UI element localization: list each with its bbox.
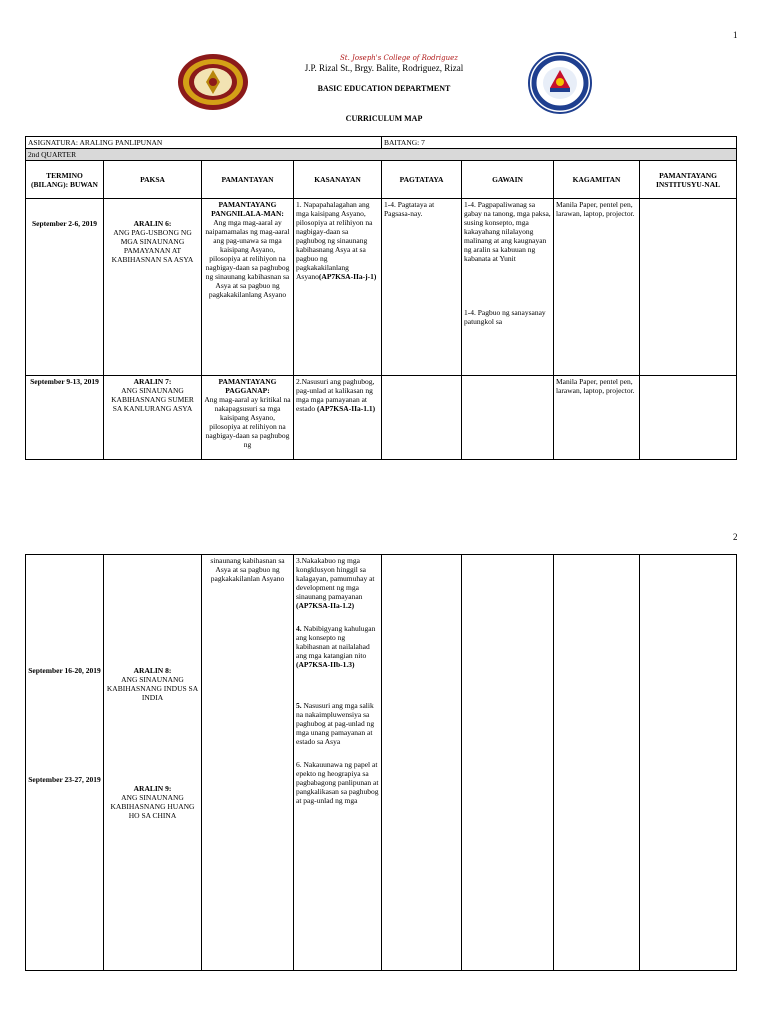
pagtataya-cell-p2: [382, 555, 462, 971]
termino-4: September 23-27, 2019: [28, 775, 101, 784]
pamantayan-text: Ang mag-aaral ay kritikal na nakapagsusuri sa mga kaisipang Asyano, pilosopiya at relihiyon na nagbigay-daan sa paghubog ng: [204, 395, 291, 449]
curriculum-table-page1: [25, 136, 737, 460]
aralin-title: ANG SINAUNANG KABIHASNANG INDUS SA INDIA: [106, 675, 199, 702]
kasanayan-5-text: Nasusuri ang mga salik na nakaimpluwensiya sa paghubog at pag-unlad ng mga unang pamayanan at estado sa Asya: [296, 701, 375, 746]
kasanayan-3-code: (AP7KSA-IIa-1.2): [296, 601, 355, 610]
kasanayan-text: 1. Napapahalagahan ang mga kaisipang Asyano, pilosopiya at relihiyon na nagbigay-daan sa paghubog ng sinaunang kabihasnang Asya at sa pagbuo ng pagkakakilanlang Asyano: [296, 200, 373, 281]
document-title: CURRICULUM MAP: [345, 114, 423, 123]
kasanayan-cell-1: [294, 199, 382, 376]
kasanayan-6-text: 6. Nakauunawa ng papel at epekto ng heograpiya sa pagbabagong panlipunan at pangkalikasan sa paghubog at pag-unlad ng mga: [296, 760, 379, 805]
kasanayan-code: (AP7KSA-IIa-j-1): [318, 272, 377, 281]
aralin-label: ARALIN 8:: [133, 666, 172, 675]
gawain-cell-2: [462, 376, 554, 460]
paksa-cell-2: [104, 376, 202, 460]
curriculum-table-page2: [25, 554, 737, 971]
header-pamantayan: PAMANTAYAN: [202, 161, 294, 199]
school-name: St. Joseph's College of Rodriguez: [340, 54, 458, 62]
header-institusyunal: PAMANTAYANG INSTITUSYU-NAL: [640, 161, 737, 199]
header-kasanayan: KASANAYAN: [294, 161, 382, 199]
institusyunal-cell-2: [640, 376, 737, 460]
paksa-cell-p2: [104, 555, 202, 971]
pamantayan-head: PAMANTAYANG PAGGANAP:: [218, 377, 277, 395]
aralin-title: ANG SINAUNANG KABIHASNANG HUANG HO SA CHINA: [110, 793, 195, 820]
header-paksa: PAKSA: [104, 161, 202, 199]
kagamitan-cell-2: Manila Paper, pentel pen, larawan, laptop, projector.: [554, 376, 640, 460]
kasanayan-4-code: (AP7KSA-IIb-1.3): [296, 660, 355, 669]
kasanayan-5-num: 5.: [296, 701, 302, 710]
gawain-cell-1: [462, 199, 554, 376]
deped-seal-icon: [528, 52, 592, 114]
pamantayan-head: PAMANTAYANG PANGNILALA-MAN:: [211, 200, 284, 218]
asignatura-cell: ASIGNATURA: ARALING PANLIPUNAN: [26, 137, 382, 149]
aralin-title: ANG SINAUNANG KABIHASNANG SUMER SA KANLURANG ASYA: [111, 386, 194, 413]
gawain-text-b: 1-4. Pagbuo ng sanaysanay patungkol sa: [464, 308, 546, 326]
termino-cell-2: September 9-13, 2019: [26, 376, 104, 460]
pamantayan-cell-p2: sinaunang kabihasnan sa Asya at sa pagbuo ng pagkakakilanlan Asyano: [202, 555, 294, 971]
header-gawain: GAWAIN: [462, 161, 554, 199]
pamantayan-cell-1: [202, 199, 294, 376]
header-kagamitan: KAGAMITAN: [554, 161, 640, 199]
school-seal-icon: [176, 52, 250, 112]
page-number: 1: [733, 30, 738, 40]
header-termino: TERMINO (BILANG): BUWAN: [26, 161, 104, 199]
baitang-cell: BAITANG: 7: [382, 137, 737, 149]
pamantayan-cell-2: [202, 376, 294, 460]
termino-cell-p2: [26, 555, 104, 971]
department-title: BASIC EDUCATION DEPARTMENT: [317, 84, 451, 93]
institusyunal-cell-p2: [640, 555, 737, 971]
quarter-cell: 2nd QUARTER: [26, 149, 737, 161]
pamantayan-text: Ang mga mag-aaral ay naipamamalas ng mag-aaral ang pag-unawa sa mga kaisipang Asyano, pilosopiya at relihiyon na nagbigay-daan sa paghubog ng sinaunang kabihasnan sa Asya at sa pagbuo ng pagkakakilanlang Asyano: [205, 218, 290, 299]
kagamitan-cell-1: Manila Paper, pentel pen, larawan, laptop, projector.: [554, 199, 640, 376]
pagtataya-cell-2: [382, 376, 462, 460]
kasanayan-cell-2: [294, 376, 382, 460]
gawain-text-a: 1-4. Pagpapaliwanag sa gabay na tanong, mga paksa, susing konsepto, mga kakayahang nilalayong malinang at ang kaugnayan ng aralin sa kabuuan ng kabanata at Yunit: [464, 200, 551, 263]
gawain-cell-p2: [462, 555, 554, 971]
kasanayan-cell-p2: [294, 555, 382, 971]
termino-cell-1: September 2-6, 2019: [26, 199, 104, 376]
aralin-label: ARALIN 6:: [133, 219, 172, 228]
kagamitan-cell-p2: [554, 555, 640, 971]
paksa-cell-1: [104, 199, 202, 376]
school-address: J.P. Rizal St., Brgy. Balite, Rodriguez, Rizal: [304, 63, 464, 73]
aralin-label: ARALIN 9:: [133, 784, 172, 793]
pagtataya-cell-1: 1-4. Pagtataya at Pagsasa-nay.: [382, 199, 462, 376]
termino-3: September 16-20, 2019: [28, 666, 101, 675]
aralin-title: ANG PAG-USBONG NG MGA SINAUNANG PAMAYANAN AT KABIHASNAN SA ASYA: [111, 228, 194, 264]
header-pagtataya: PAGTATAYA: [382, 161, 462, 199]
kasanayan-text: 2.Nasusuri ang paghubog, pag-unlad at kalikasan ng mga mga pamayanan at estado: [296, 377, 375, 413]
page-number: 2: [733, 532, 738, 542]
kasanayan-3-text: 3.Nakakabuo ng mga kongklusyon hinggil sa kalagayan, pamumuhay at development ng mga sinaunang pamayanan: [296, 556, 375, 601]
kasanayan-4-num: 4.: [296, 624, 302, 633]
kasanayan-code: (AP7KSA-IIa-1.1): [317, 404, 376, 413]
institusyunal-cell-1: [640, 199, 737, 376]
aralin-label: ARALIN 7:: [133, 377, 172, 386]
kasanayan-4-text: Nabibigyang kahulugan ang konsepto ng kabihasnan at nailalahad ang mga katangian nito: [296, 624, 376, 660]
